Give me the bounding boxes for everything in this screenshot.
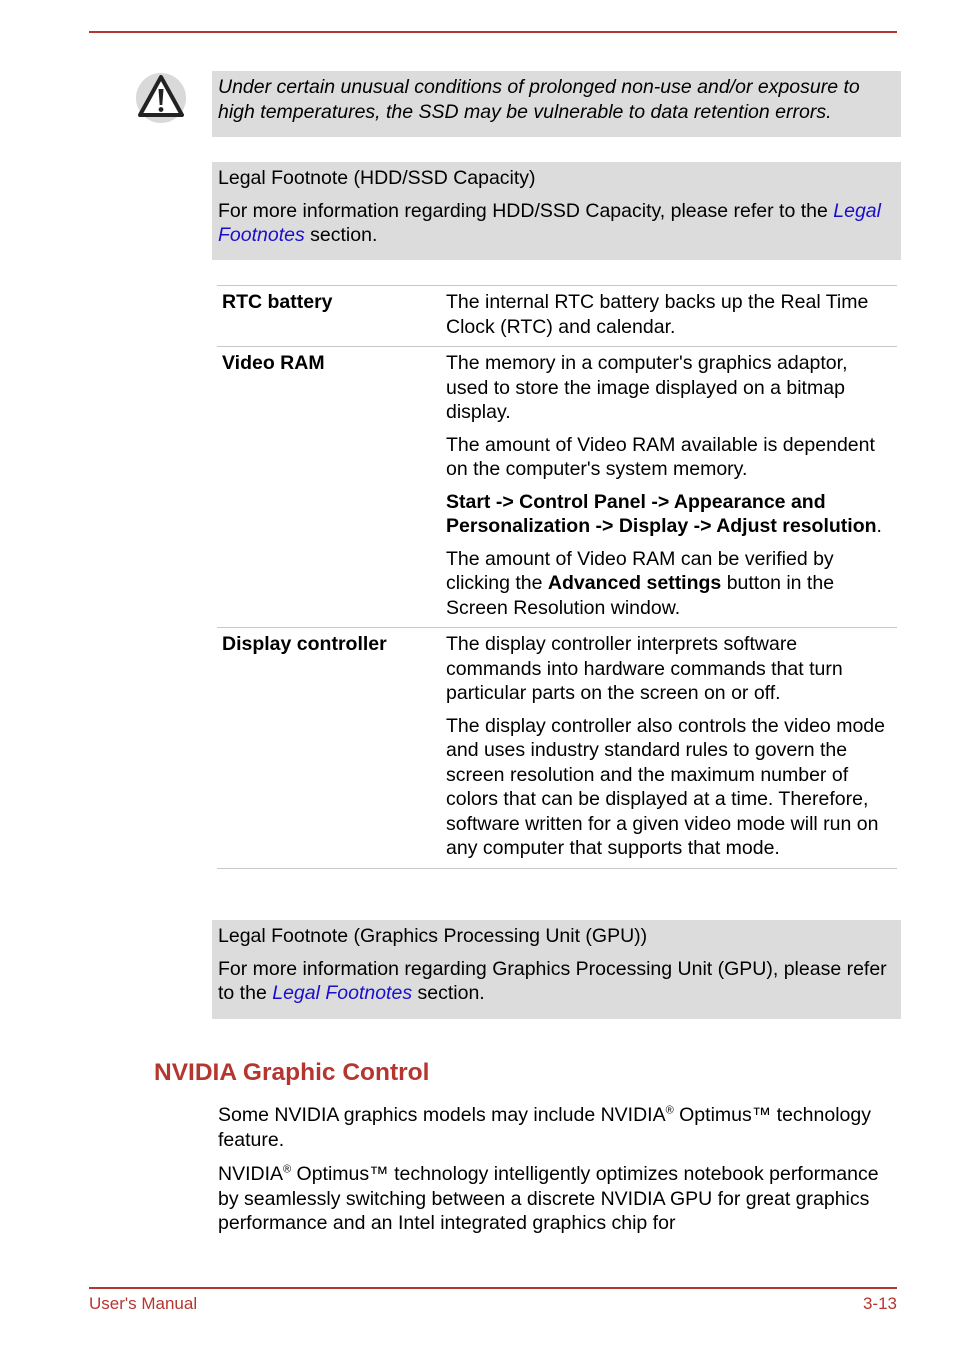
legal-footnotes-link[interactable]: Legal Footnotes [272, 982, 413, 1004]
table-row [217, 286, 897, 347]
settings-path: Start -> Control Panel -> Appearance and Personalization -> Display -> Adjust resolution. [446, 490, 882, 537]
legal-footnote-hdd-text: For more information regarding HDD/SSD Capacity, please refer to the Legal Footnotes section. [218, 199, 881, 246]
desc-video-ram: The memory in a computer's graphics adaptor, used to store the image displayed on a bitmap display. The amount of Video RAM available is dependent on the computer's system memory. Start -> Control Panel -> Appearance and Personalization -> Display -> Adjust resolution. The amount of Video RAM can be verified by clicking the Advanced settings button in the Screen Resolution window. [441, 347, 897, 628]
section-heading: NVIDIA Graphic Control [154, 1059, 430, 1086]
term-display-controller: Display controller [222, 633, 387, 655]
paragraph: Some NVIDIA graphics models may include NVIDIA® Optimus™ technology feature. [218, 1104, 871, 1151]
footer-rule [89, 1287, 897, 1289]
legal-footnote-gpu-text: For more information regarding Graphics Processing Unit (GPU), please refer to the Legal Footnotes section. [218, 957, 887, 1004]
spec-table [217, 285, 897, 869]
footer-title: User's Manual [89, 1294, 198, 1313]
table-row [217, 347, 897, 628]
legal-footnote-gpu [212, 920, 901, 1019]
legal-footnote-hdd-title: Legal Footnote (HDD/SSD Capacity) [218, 167, 536, 189]
warning-text: Under certain unusual conditions of prolonged non-use and/or exposure to high temperatures, the SSD may be vulnerable to data retention errors. [218, 76, 860, 123]
legal-footnote-gpu-title: Legal Footnote (Graphics Processing Unit (GPU)) [218, 925, 648, 947]
paragraph: NVIDIA® Optimus™ technology intelligently optimizes notebook performance by seamlessly switching between a discrete NVIDIA GPU for great graphics performance and an Intel integrated graphics chip for [218, 1163, 879, 1234]
desc-display-controller: The display controller interprets software commands into hardware commands that turn particular parts on the screen on or off. The display controller also controls the video mode and uses industry standard rules to govern the screen resolution and the maximum number of colors that can be displayed at a time. Therefore, software written for a given video mode will run on any computer that supports that mode. [446, 633, 885, 859]
legal-footnotes-link[interactable]: Legal Footnotes [218, 199, 881, 246]
section-body [218, 1103, 898, 1236]
table-row [217, 628, 897, 869]
desc-rtc-battery: The internal RTC battery backs up the Real Time Clock (RTC) and calendar. [446, 291, 869, 338]
page-number: 3-13 [862, 1294, 897, 1313]
term-rtc-battery: RTC battery [222, 291, 333, 313]
warning-box [212, 71, 901, 137]
warning-triangle-icon [135, 72, 187, 124]
header-rule [89, 31, 897, 33]
term-video-ram: Video RAM [222, 352, 325, 374]
legal-footnote-hdd [212, 162, 901, 260]
